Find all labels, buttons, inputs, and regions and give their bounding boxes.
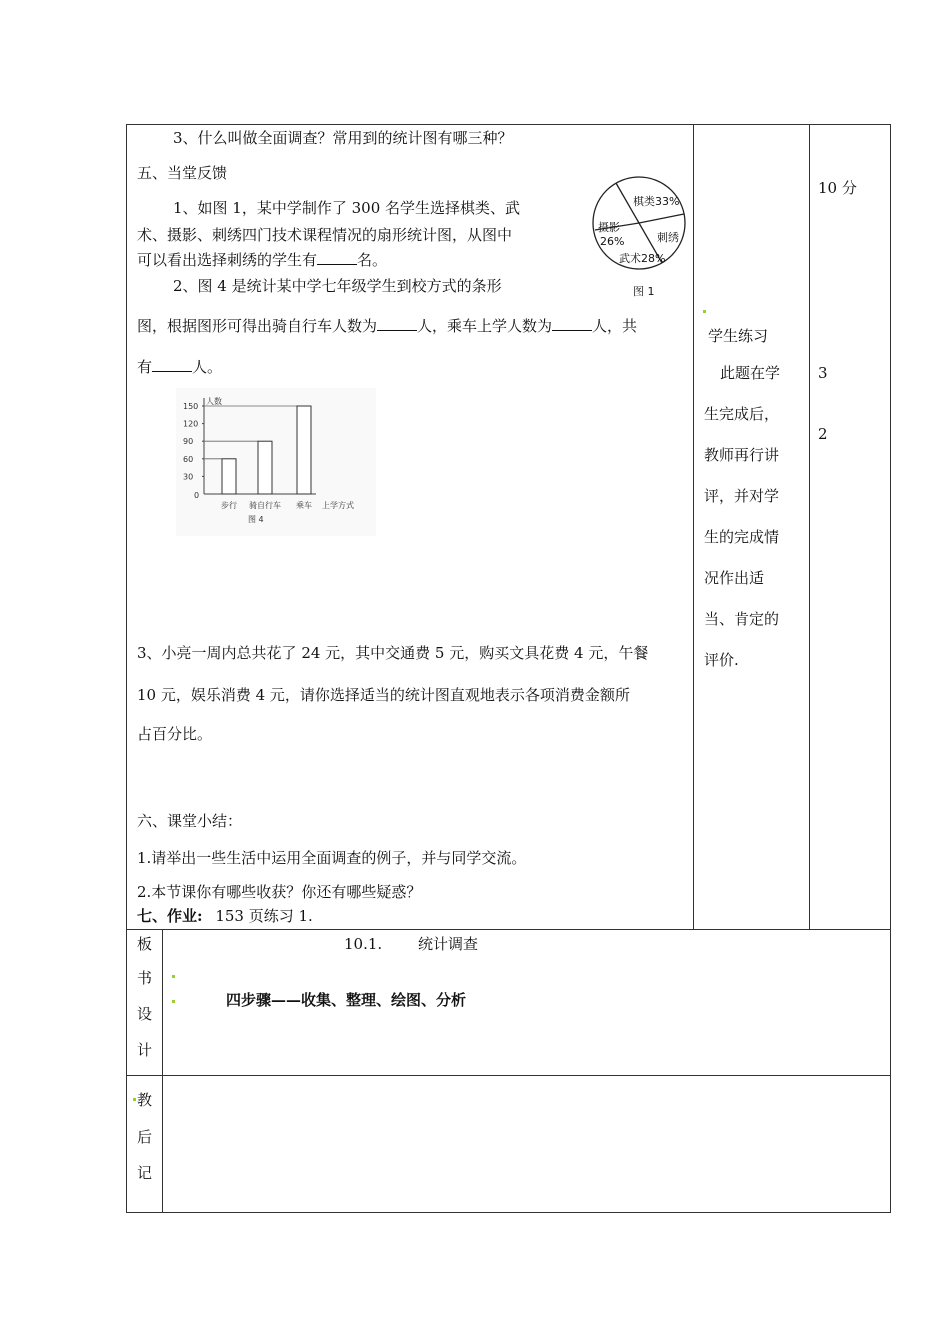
summary-item-2: 2.本节课你有哪些收获？你还有哪些疑惑？ bbox=[137, 883, 422, 901]
activity-note-line: 生完成后， bbox=[704, 405, 780, 423]
activity-note-line: 评，并对学 bbox=[704, 487, 780, 505]
table-border-right bbox=[890, 124, 891, 1213]
y-axis-label: 人数 bbox=[206, 397, 222, 406]
y-tick-label: 90 bbox=[183, 437, 194, 447]
y-tick-label: 30 bbox=[183, 472, 194, 482]
feedback-3-line2: 10 元，娱乐消费 4 元，请你选择适当的统计图直观地表示各项消费金额所 bbox=[137, 686, 630, 704]
margin-mark bbox=[133, 1098, 136, 1101]
homework-label: 七、作业: bbox=[137, 907, 203, 925]
bar bbox=[258, 441, 272, 494]
label-column-divider bbox=[162, 929, 163, 1213]
x-axis-label: 上学方式 bbox=[322, 501, 354, 510]
margin-mark bbox=[172, 1000, 175, 1003]
bar bbox=[222, 459, 236, 494]
feedback-3-line1: 3、小亮一周内总共花了 24 元，其中交通费 5 元，购买文具花费 4 元，午餐 bbox=[137, 644, 649, 662]
answer-blank bbox=[552, 316, 592, 331]
answer-blank bbox=[377, 316, 417, 331]
time-minutes: 10 分 bbox=[818, 179, 857, 197]
activity-note-line: 当、肯定的 bbox=[704, 610, 780, 628]
board-label-char-1: 板 bbox=[137, 935, 153, 953]
homework-row bbox=[137, 906, 313, 926]
margin-mark bbox=[703, 310, 706, 313]
feedback-2-line3 bbox=[137, 357, 222, 377]
board-label-char-3: 设 bbox=[137, 1005, 153, 1023]
table-border-left-lower bbox=[126, 929, 127, 1213]
bar-chart-figure-4 bbox=[176, 388, 376, 536]
row-divider-board bbox=[126, 929, 891, 930]
feedback-1-line3-text: 可以看出选择刺绣的学生有 bbox=[137, 251, 318, 269]
feedback-2-line3-a: 有 bbox=[137, 358, 153, 376]
activity-note-line: 教师再行讲 bbox=[704, 446, 780, 464]
feedback-1-line2: 术、摄影、刺绣四门技术课程情况的扇形统计图，从图中 bbox=[137, 226, 513, 244]
pie-label-martial-arts: 武术28% bbox=[619, 252, 666, 265]
feedback-2-line2-c: 人，共 bbox=[592, 317, 638, 335]
reflection-label-char-1: 教 bbox=[137, 1091, 153, 1109]
pie-chart-caption: 图 1 bbox=[633, 285, 655, 298]
activity-note-line: 评价. bbox=[704, 651, 739, 669]
y-tick-label: 150 bbox=[183, 402, 199, 411]
pie-label-chess: 棋类33% bbox=[633, 195, 680, 208]
activity-note-line: 况作出适 bbox=[704, 569, 765, 587]
x-tick-label: 骑自行车 bbox=[249, 501, 281, 510]
feedback-2-line2-a: 图，根据图形可得出骑自行车人数为 bbox=[137, 317, 378, 335]
feedback-2-line3-b: 人。 bbox=[192, 358, 223, 376]
table-border-left-upper bbox=[126, 124, 127, 930]
homework-text: 153 页练习 1. bbox=[215, 907, 313, 925]
feedback-2-line1: 2、图 4 是统计某中学七年级学生到校方式的条形 bbox=[173, 277, 502, 295]
time-value-1: 3 bbox=[818, 364, 828, 382]
summary-item-1: 1.请举出一些生活中运用全面调查的例子，并与同学交流。 bbox=[137, 849, 527, 867]
feedback-2-line2-b: 人，乘车上学人数为 bbox=[417, 317, 553, 335]
reflection-label-char-3: 记 bbox=[137, 1164, 153, 1182]
pie-chart-figure-1 bbox=[589, 168, 693, 302]
feedback-1-line3 bbox=[137, 250, 387, 270]
row-divider-reflection bbox=[126, 1075, 891, 1076]
column-divider-2 bbox=[809, 124, 810, 930]
board-title-text: 统计调查 bbox=[418, 935, 479, 953]
x-tick-label: 步行 bbox=[221, 501, 237, 510]
section-6-heading: 六、课堂小结： bbox=[137, 812, 243, 830]
bar-chart-caption: 图 4 bbox=[248, 515, 264, 524]
x-tick-label: 乘车 bbox=[296, 501, 312, 510]
time-value-2: 2 bbox=[818, 425, 828, 443]
pie-label-embroidery: 刺绣 bbox=[657, 231, 679, 244]
answer-blank bbox=[317, 250, 357, 265]
activity-note-line: 生的完成情 bbox=[704, 528, 780, 546]
margin-mark bbox=[172, 975, 175, 978]
y-tick-label: 60 bbox=[183, 454, 194, 464]
reflection-label-char-2: 后 bbox=[137, 1128, 153, 1146]
bar bbox=[297, 406, 311, 494]
answer-blank bbox=[152, 357, 192, 372]
section-5-heading: 五、当堂反馈 bbox=[137, 164, 228, 182]
board-label-char-2: 书 bbox=[137, 969, 153, 987]
board-label-char-4: 计 bbox=[137, 1041, 153, 1059]
y-tick-label: 120 bbox=[183, 419, 199, 429]
feedback-1-line3-end: 名。 bbox=[357, 251, 388, 269]
feedback-1-line1: 1、如图 1，某中学制作了 300 名学生选择棋类、武 bbox=[173, 199, 521, 217]
board-title-number: 10.1. bbox=[344, 935, 383, 953]
question-3: 3、什么叫做全面调查？常用到的统计图有哪三种？ bbox=[173, 129, 513, 147]
feedback-2-line2 bbox=[137, 316, 637, 336]
pie-label-photography-name: 摄影 bbox=[598, 221, 620, 234]
column-divider-1 bbox=[693, 124, 694, 930]
y-tick-label: 0 bbox=[194, 491, 200, 500]
activity-note-line: 此题在学 bbox=[720, 364, 781, 382]
feedback-3-line3: 占百分比。 bbox=[137, 725, 213, 743]
table-border-top bbox=[126, 124, 891, 125]
pie-label-photography-pct: 26% bbox=[600, 235, 625, 248]
activity-note-line: 学生练习 bbox=[708, 327, 769, 345]
table-border-bottom bbox=[126, 1212, 891, 1213]
board-steps: 四步骤——收集、整理、绘图、分析 bbox=[226, 991, 467, 1009]
